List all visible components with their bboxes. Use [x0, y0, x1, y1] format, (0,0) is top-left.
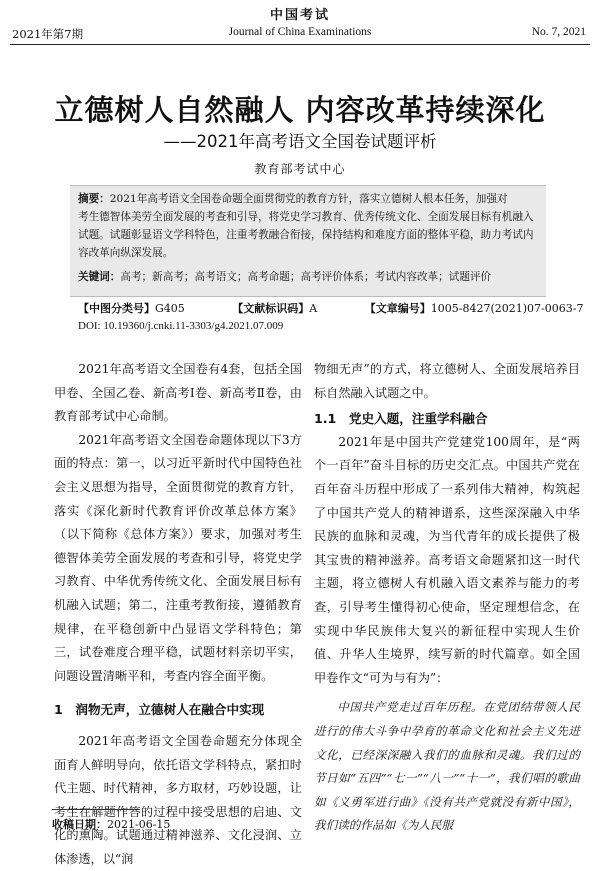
issue-en: No. 7, 2021: [531, 26, 586, 38]
received-date: [52, 816, 170, 832]
clc: 【中图分类号】G405: [78, 302, 185, 315]
received-value: 2021-06-15: [107, 818, 171, 831]
footnote-rule: [52, 809, 140, 810]
section-heading: 1 润物无声，立德树人在融合中实现: [54, 702, 265, 718]
article-title: 立德树人自然融人 内容改革持续深化: [54, 93, 546, 127]
abstract-line: [78, 190, 540, 208]
doi: DOI: 10.19360/j.cnki.11-3303/g4.2021.07.009: [78, 320, 284, 332]
paragraph: 2021年高考语文全国卷命题体现以下3方面的特点：第一，以习近平新时代中国特色社会主义思想为指导，全面贯彻党的教育方针，落实《深化新时代教育评价改革总体方案》（以下简称《总体方案》）要求，加强对考生德智体美劳全面发展的考查和引导，将党史学习教育、中华优秀传统文化、全面发展目标有机融入试题；第二，注重考教衔接，遵循教育规律，在平稳创新中凸显语文学科特色；第三，试卷难度合理平稳，试题材料亲切平实，问题设置清晰平和，考查内容全面平衡。: [54, 432, 302, 683]
classification-line: [78, 300, 600, 316]
abstract-line: 试题。试题彰显语文学科特色，注重考教融合衔接，保持结构和难度方面的整体平稳，助力考试内: [78, 229, 534, 241]
keywords-label: 关键词：: [78, 271, 121, 283]
abstract-label: 摘要：: [78, 193, 110, 205]
paragraph: 2021年高考语文全国卷有4套，包括全国甲卷、全国乙卷、新高考Ⅰ卷、新高考Ⅱ卷，由教育部考试中心命制。: [54, 362, 302, 424]
doc-code: 【文献标识码】A: [232, 302, 318, 315]
issue-cn: 2021年第7期: [12, 27, 84, 41]
journal-name-en: Journal of China Examinations: [228, 26, 372, 38]
paragraph: 2021年高考语文全国卷命题充分体现全面育人鲜明导向，依托语文学科特点，紧扣时代主题、时代精神，多方取材，巧妙设题，让考生在解题作答的过程中接受思想的启迪、文化的熏陶。试题通过精神滋养、文化浸润、立体渗透，以“润: [54, 733, 302, 866]
journal-logo: 中国考试: [269, 8, 330, 23]
article-author: 教育部考试中心: [254, 162, 346, 176]
article-subtitle: ——2021年高考语文全国卷试题评析: [163, 132, 437, 151]
subsection-heading: 1.1 党史入题，注重学科融合: [314, 411, 488, 427]
keywords: [78, 268, 540, 286]
paragraph: 2021年是中国共产党建党100周年，是“两个一百年”奋斗目标的历史交汇点。中国共产党在百年奋斗历程中形成了一系列伟大精神，构筑起了中国共产党人的精神谱系，这些深深融入中华民族的血脉和灵魂，为当代青年的成长提供了极其宝贵的精神滋养。高考语文命题紧扣这一时代主题，将立德树人有机融入语文素养与能力的考查，引导考生懂得初心使命，坚定理想信念，在实现中华民族伟大复兴的新征程中实现人生价值、升华人生境界，续写新的时代篇章。如全国甲卷作文“可为与有为”：: [314, 434, 580, 685]
right-column: [314, 358, 580, 838]
paragraph: 物细无声”的方式，将立德树人、全面发展培养目标自然融入试题之中。: [314, 362, 580, 400]
keywords-text: 高考；新高考；高考语文；高考命题；高考评价体系；考试内容改革；试题评价: [120, 271, 492, 283]
abstract-line: 考生德智体美劳全面发展的考查和引导，将党史学习教育、优秀传统文化、全面发展目标有机融入: [78, 211, 534, 223]
abstract-line: 容改革向纵深发展。: [78, 247, 174, 259]
left-column: [54, 358, 302, 871]
article-number: 【文章编号】1005-8427(2021)07-0063-7: [364, 302, 584, 315]
header-rule: [10, 44, 590, 45]
quoted-prompt: 中国共产党走过百年历程。在党团结带领人民进行的伟大斗争中孕育的革命文化和社会主义先进文化，已经深深融入我们的血脉和灵魂。我们过的节日如“五四”“七一”“八一”“十一”，我们唱的歌曲如《义勇军进行曲》《没有共产党就没有新中国》，我们读的作品如《为人民服: [314, 700, 580, 833]
abstract-text: 2021年高考语文全国卷命题全面贯彻党的教育方针，落实立德树人根本任务，加强对: [109, 193, 508, 205]
received-label: 收稿日期：: [52, 818, 107, 831]
